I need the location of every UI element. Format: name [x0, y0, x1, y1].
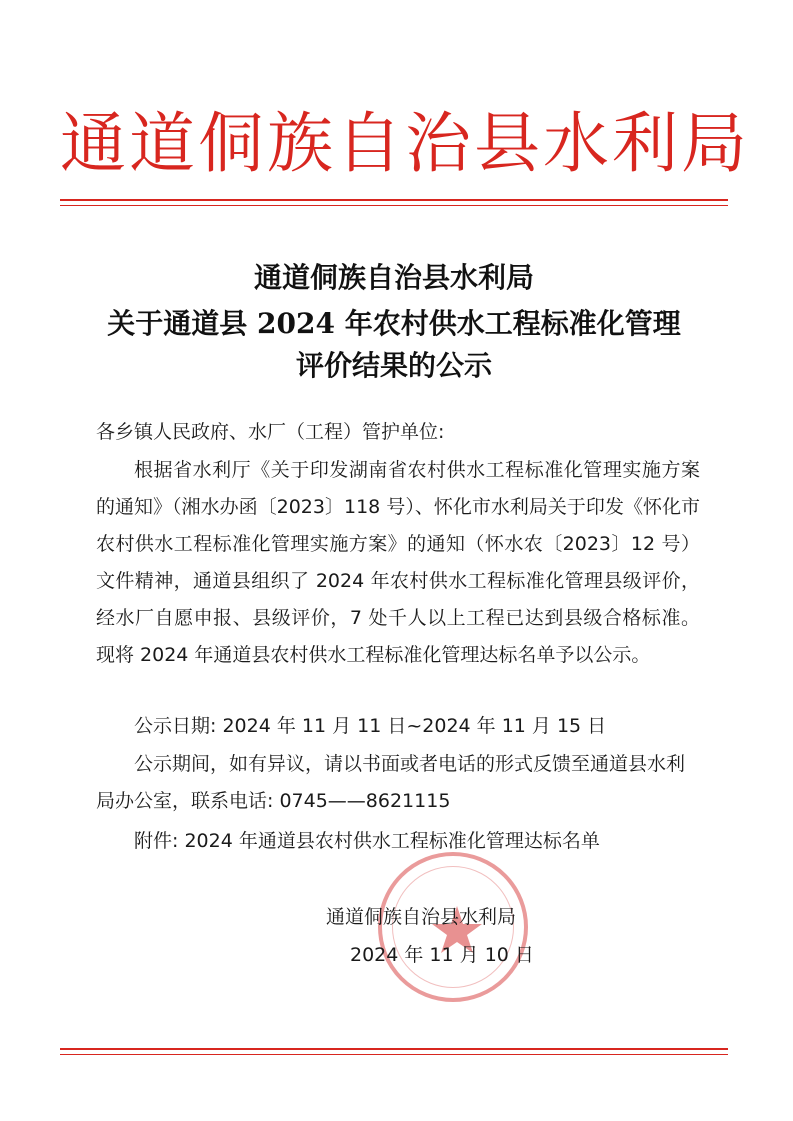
public-dates: 公示日期: 2024 年 11 月 11 日~2024 年 11 月 15 日	[134, 715, 607, 737]
masthead-rule-thick	[60, 199, 728, 201]
salutation: 各乡镇人民政府、水厂（工程）管护单位:	[96, 421, 445, 443]
signature-organization: 通道侗族自治县水利局	[326, 906, 517, 928]
footer-rule-thick	[60, 1048, 728, 1050]
signature-date: 2024 年 11 月 10 日	[350, 944, 534, 966]
footer-rule-thin	[60, 1054, 728, 1055]
objection-notice: 公示期间，如有异议，请以书面或者电话的形式反馈至通道县水利局办公室，联系电话: 0745——8621115	[96, 753, 686, 812]
seal-star-icon	[382, 856, 532, 1006]
document-title-line1: 通道侗族自治县水利局	[253, 261, 534, 294]
body-paragraph: 根据省水利厅《关于印发湖南省农村供水工程标准化管理实施方案的通知》（湘水办函〔2023〕118 号）、怀化市水利局关于印发《怀化市农村供水工程标准化管理实施方案》的通知（怀水农〔2023〕12 号）文件精神，通道县组织了 2024 年农村供水工程标准化管理县级评价，经水厂自愿申报、县级评价，7 处千人以上工程已达到县级合格标准。现将 2024 年通道县农村供水工程标准化管理达标名单予以公示。	[96, 459, 700, 666]
document-title-line2: 关于通道县 2024 年农村供水工程标准化管理	[107, 307, 681, 340]
attachment-line: 附件: 2024 年通道县农村供水工程标准化管理达标名单	[134, 830, 600, 852]
document-title-line3: 评价结果的公示	[295, 349, 492, 382]
masthead-title: 通道侗族自治县水利局	[60, 105, 750, 182]
masthead-rule-thin	[60, 205, 728, 206]
